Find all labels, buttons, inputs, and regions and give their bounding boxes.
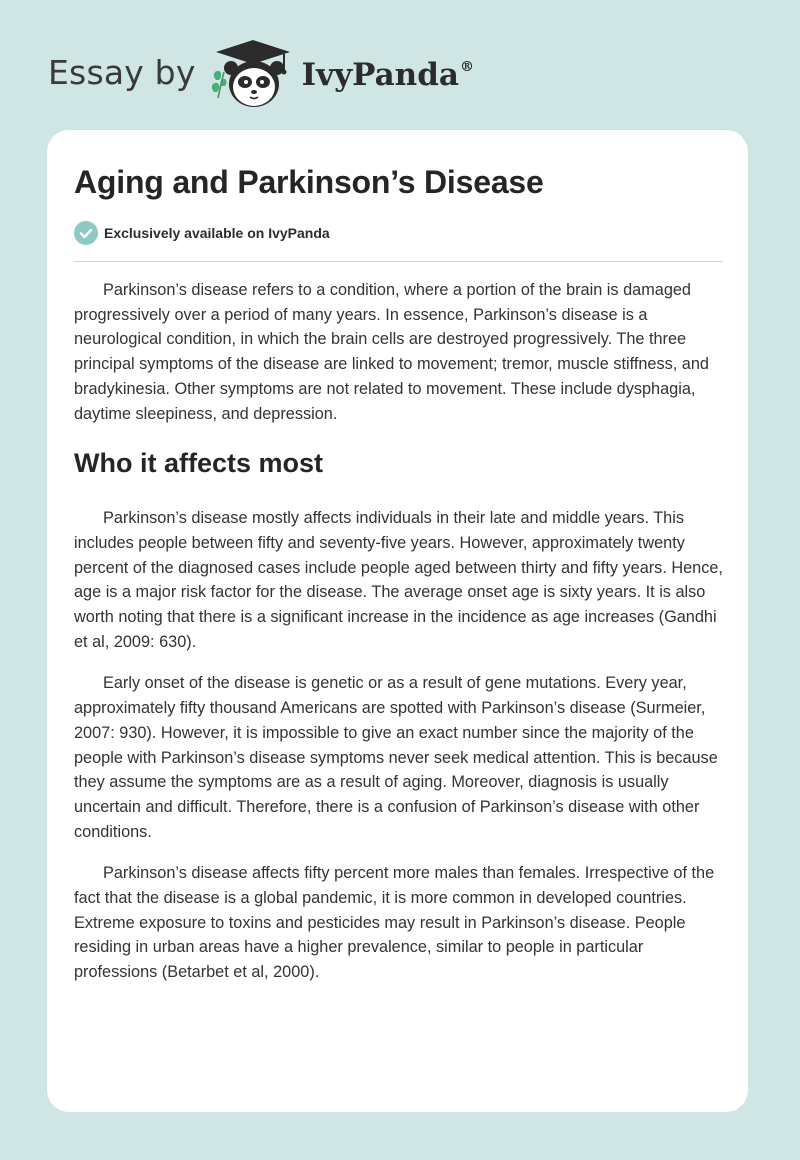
- essay-body: [74, 278, 726, 1002]
- site-header: [48, 36, 474, 112]
- intro-paragraph: Parkinson’s disease refers to a condition, where a portion of the brain is damaged progressively over a period of many years. In essence, Parkinson’s disease is a neurological condition, in which the brain cells are destroyed progressively. The three principal symptoms of the disease are linked to movement; tremor, muscle stiffness, and bradykinesia. Other symptoms are not related to movement. These include dysphagia, daytime sleepiness, and depression.: [74, 281, 709, 423]
- exclusive-label: Exclusively available on IvyPanda: [104, 225, 330, 241]
- exclusive-badge: [74, 221, 330, 245]
- brand-text: IvyPanda: [301, 57, 459, 93]
- brand-name[interactable]: [302, 57, 474, 93]
- check-circle-icon: [74, 221, 98, 245]
- essay-card: [47, 130, 748, 1112]
- registered-mark: ®: [459, 59, 474, 75]
- body-paragraph: Parkinson’s disease affects fifty percent more males than females. Irrespective of the fact that the disease is a global pandemic, it is more common in developed countries. Extreme exposure to toxins and pesticides may result in Parkinson’s disease. People residing in urban areas have a higher prevalence, similar to people in particular professions (Betarbet et al, 2000).: [74, 864, 715, 982]
- panda-logo-icon[interactable]: [210, 36, 296, 112]
- body-paragraph: Early onset of the disease is genetic or as a result of gene mutations. Every year, approximately fifty thousand Americans are spotted with Parkinson’s disease (Surmeier, 2007: 930). However, it is impossible to give an exact number since the majority of the people with Parkinson’s disease symptoms never seek medical attention. This is because they assume the symptoms are as a result of aging. Moreover, diagnosis is usually uncertain and difficult. Therefore, there is a confusion of Parkinson’s disease with other conditions.: [74, 674, 718, 841]
- section-heading: Who it affects most: [74, 448, 324, 479]
- body-paragraph: Parkinson’s disease mostly affects individuals in their late and middle years. This includes people between fifty and seventy-five years. However, approximately twenty percent of the diagnosed cases include people aged between thirty and fifty years. Hence, age is a major risk factor for the disease. The average onset age is sixty years. It is also worth noting that there is a significant increase in the incidence as age increases (Gandhi et al, 2009: 630).: [74, 509, 723, 651]
- page-title: Aging and Parkinson’s Disease: [74, 164, 544, 200]
- divider: [74, 261, 723, 262]
- essay-by-label: Essay by: [48, 52, 196, 92]
